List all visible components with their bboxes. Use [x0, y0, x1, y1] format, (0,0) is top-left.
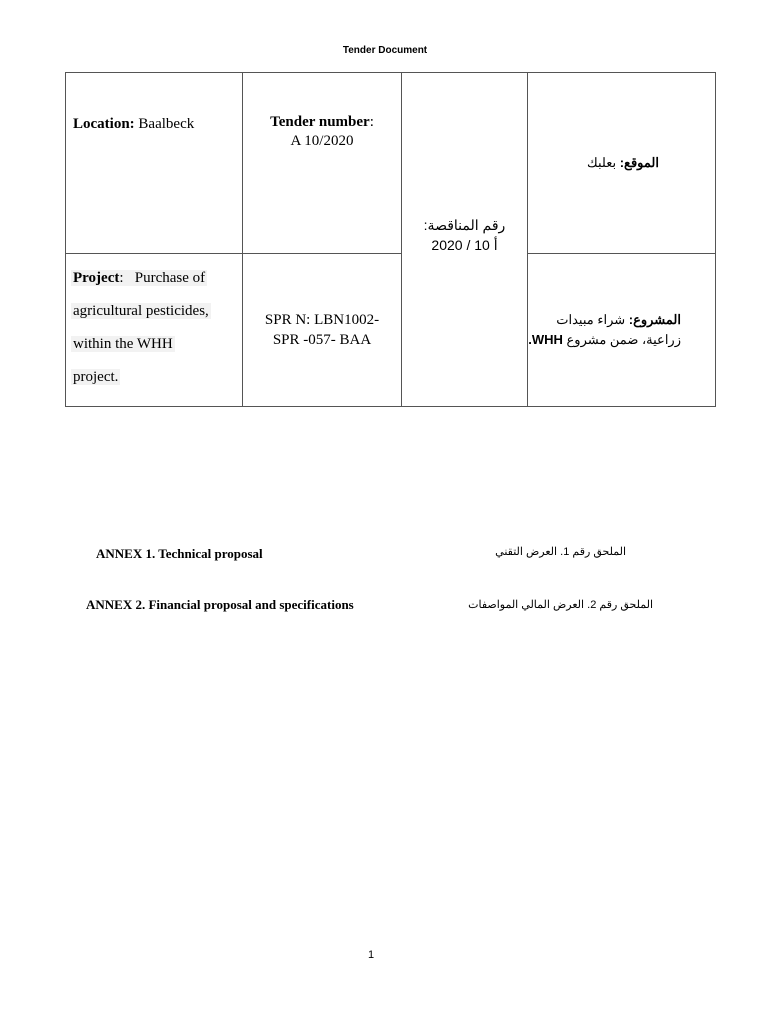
project-text-1: Purchase of — [134, 270, 206, 286]
location-ar-value: بعلبك — [587, 155, 617, 170]
tender-number-ar-cell — [402, 73, 528, 407]
project-line-1: Project: Purchase of — [73, 270, 206, 286]
project-cell — [66, 254, 243, 407]
spr-line-2: SPR -057- BAA — [272, 332, 372, 348]
tender-number-ar-value: أ 10 / 2020 — [431, 236, 498, 253]
location-ar-label: الموقع: — [619, 155, 659, 170]
document-header-title: Tender Document — [342, 45, 428, 56]
project-ar-line-2: زراعية، ضمن مشروع — [566, 332, 681, 347]
spr-cell — [243, 254, 402, 407]
tender-info-table — [65, 72, 716, 407]
tender-number-colon: : — [369, 114, 374, 130]
location-cell — [66, 73, 243, 254]
annex-1-ar: الملحق رقم 1. العرض التقني — [495, 546, 626, 558]
project-ar-cell — [528, 254, 716, 407]
tender-number-ar-label: رقم المناقصة: — [423, 216, 506, 233]
project-label: Project — [73, 270, 120, 286]
annex-1-en: ANNEX 1. Technical proposal — [96, 546, 263, 561]
tender-number-value: A 10/2020 — [290, 133, 354, 149]
project-line-3: within the WHH — [73, 336, 173, 352]
project-line-2: agricultural pesticides, — [73, 303, 209, 319]
tender-number-cell — [243, 73, 402, 254]
page-number: 1 — [367, 949, 375, 961]
location-label: Location: — [73, 116, 135, 132]
project-ar-whh: WHH. — [528, 332, 563, 347]
annex-2-en: ANNEX 2. Financial proposal and specifications — [86, 597, 354, 612]
spr-line-1: SPR N: LBN1002- — [264, 312, 380, 328]
location-ar-cell — [528, 73, 716, 254]
project-ar-label: المشروع: — [628, 312, 681, 327]
location-value: Baalbeck — [138, 116, 195, 132]
tender-number-label: Tender number — [270, 114, 370, 130]
project-ar-line-1: شراء مبيدات — [556, 312, 626, 327]
annex-2-ar: الملحق رقم 2. العرض المالي المواصفات — [468, 599, 653, 611]
project-line-4: project. — [73, 369, 119, 385]
